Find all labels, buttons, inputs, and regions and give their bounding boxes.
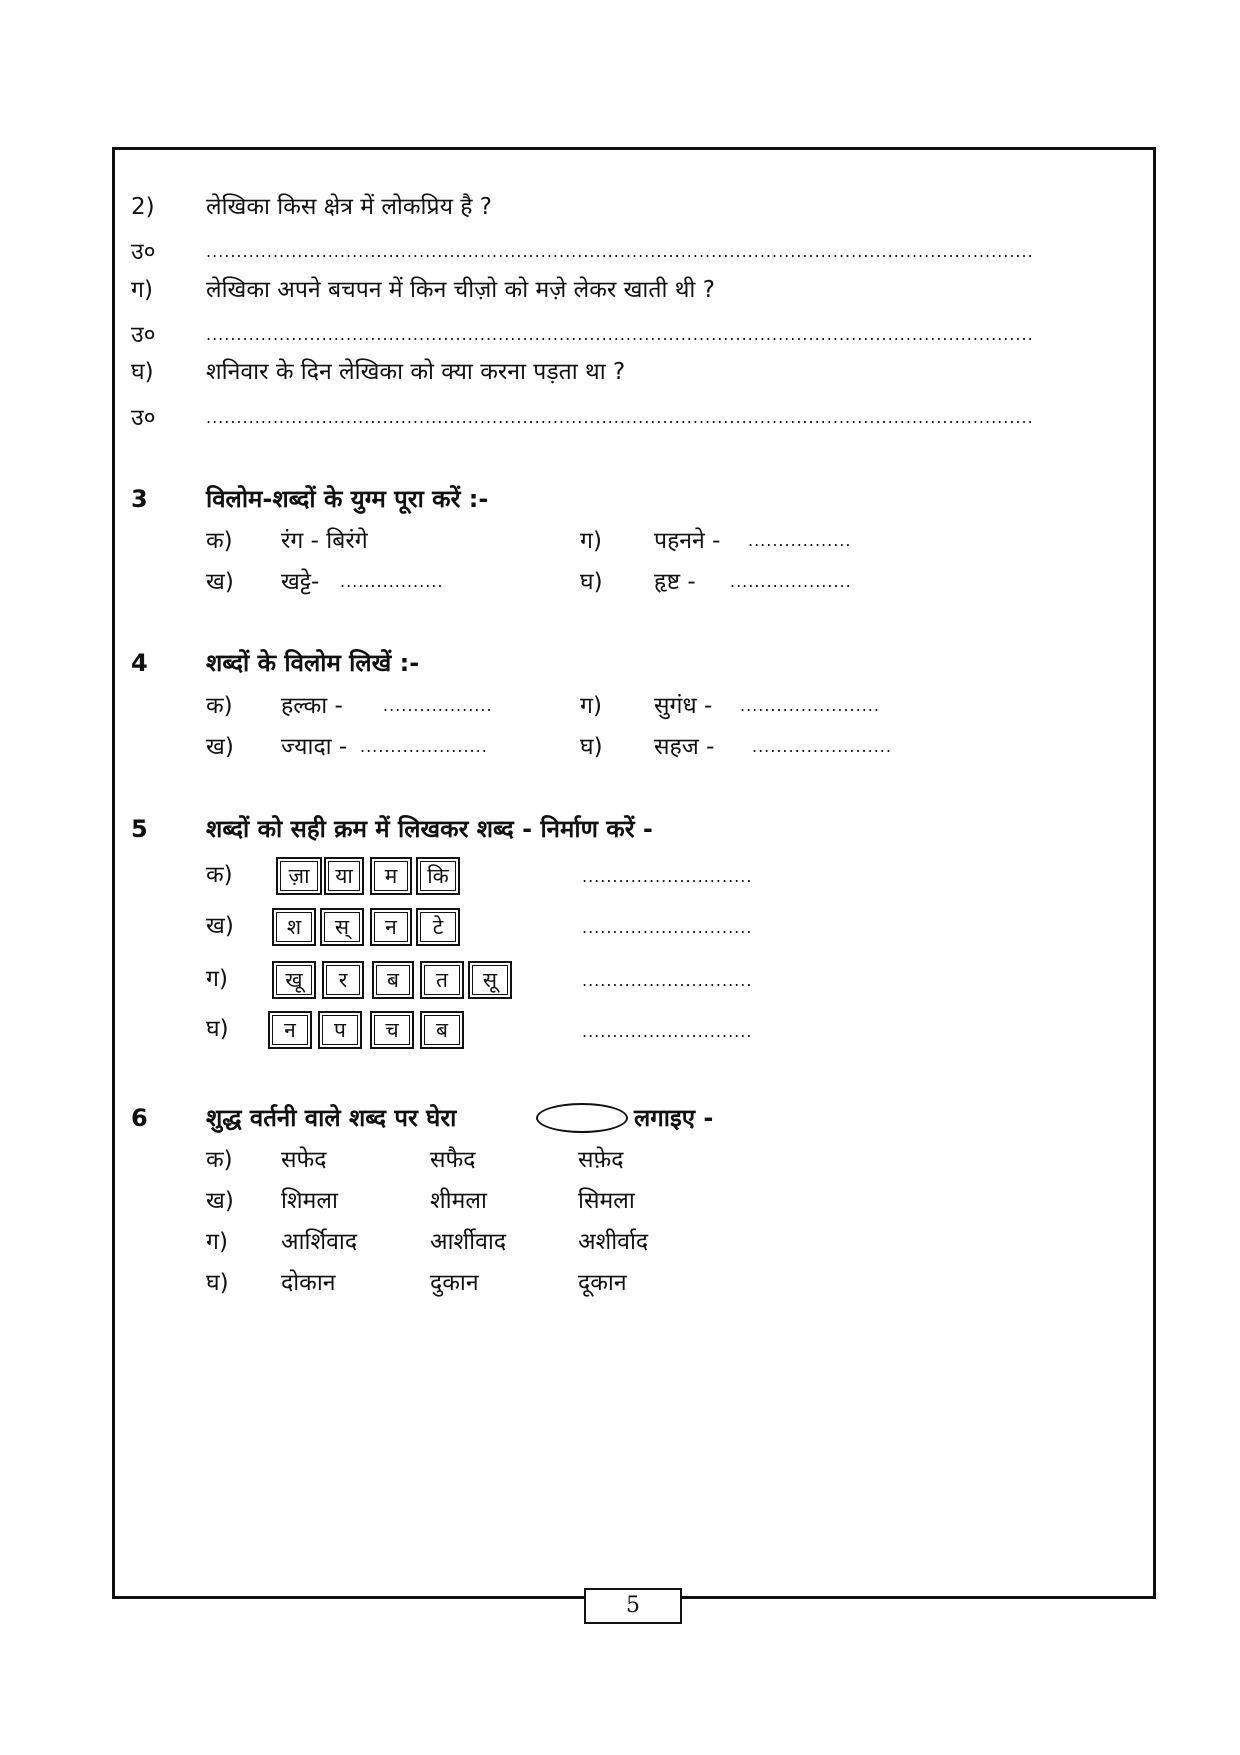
q3-row1-blank-2[interactable]: ................. (748, 531, 852, 550)
q2-question-1: लेखिका किस क्षेत्र में लोकप्रिय है ? (206, 194, 492, 220)
q3-number: 3 (131, 485, 148, 513)
q5-row4-letter-box: ब (420, 1011, 464, 1049)
q4-title: शब्दों के विलोम लिखें :- (206, 649, 420, 677)
q5-row3-answer-line[interactable]: ............................ (582, 971, 753, 990)
q6-option[interactable]: सिमला (578, 1188, 635, 1214)
q2-label-3: घ) (131, 359, 154, 385)
q6-option[interactable]: दोकान (281, 1270, 336, 1296)
q4-row2-word-2: सहज - (654, 734, 715, 760)
q5-row1-answer-line[interactable]: ............................ (582, 867, 753, 886)
q6-row1-label: क) (206, 1147, 233, 1173)
q4-row2-label-2: घ) (580, 734, 603, 760)
q4-row1-word-2: सुगंध - (654, 693, 713, 719)
q6-row4-label: घ) (206, 1270, 229, 1296)
q5-row1-letter-box: कि (416, 857, 460, 895)
q5-row2-letter-box: न (370, 908, 412, 946)
q2-answer-line-3[interactable]: ........................................................................................................................................ (206, 408, 1034, 427)
q5-row4-answer-line[interactable]: ............................ (582, 1022, 753, 1041)
q5-number: 5 (131, 815, 148, 843)
q3-row2-word-2: हृष्ट - (654, 569, 696, 595)
q3-row1-label-1: क) (206, 528, 233, 554)
q4-row1-label-1: क) (206, 693, 233, 719)
q5-row2-letter-box: श (272, 908, 316, 946)
q5-row1-letter-box: म (370, 857, 412, 895)
q2-number: 2) (131, 194, 155, 220)
q4-row2-blank-1[interactable]: ..................... (360, 737, 488, 756)
q6-row3-label: ग) (206, 1229, 228, 1255)
q4-row2-label-1: ख) (206, 734, 234, 760)
q2-answer-prefix-1: उ० (131, 239, 156, 265)
q6-option[interactable]: सफ़ेद (578, 1147, 624, 1173)
q3-row2-label-1: ख) (206, 569, 234, 595)
q2-answer-prefix-2: उ० (131, 322, 156, 348)
q5-title: शब्दों को सही क्रम में लिखकर शब्द - निर्माण करें - (206, 815, 653, 843)
q5-row2-letter-box: टे (416, 908, 460, 946)
q4-row2-word-1: ज्यादा - (281, 734, 348, 760)
q2-question-3: शनिवार के दिन लेखिका को क्या करना पड़ता था ? (206, 359, 626, 385)
q6-title-after: लगाइए - (634, 1104, 714, 1132)
q3-title: विलोम-शब्दों के युग्म पूरा करें :- (206, 485, 489, 513)
q3-row2-label-2: घ) (580, 569, 603, 595)
q5-row4-label: घ) (206, 1016, 229, 1042)
q5-row4-letter-box: न (268, 1011, 312, 1049)
q5-row3-letter-box: ब (372, 961, 414, 999)
q5-row2-label: ख) (206, 913, 234, 939)
q2-label-2: ग) (131, 277, 153, 303)
q5-row3-letter-box: खू (272, 961, 316, 999)
q6-row2-label: ख) (206, 1188, 234, 1214)
q5-row2-answer-line[interactable]: ............................ (582, 918, 753, 937)
q3-row1-word-1: रंग - बिरंगे (281, 528, 368, 554)
q2-question-2: लेखिका अपने बचपन में किन चीज़ो को मज़े लेकर खाती थी ? (206, 277, 715, 303)
q6-option[interactable]: शिमला (281, 1188, 338, 1214)
q5-row4-letter-box: प (318, 1011, 362, 1049)
q4-row1-blank-2[interactable]: ....................... (740, 696, 880, 715)
q6-option[interactable]: आर्शीवाद (430, 1229, 507, 1255)
q3-row2-blank-2[interactable]: .................... (730, 572, 852, 591)
q3-row1-word-2: पहनने - (654, 528, 721, 554)
q6-option[interactable]: अशीर्वाद (578, 1229, 649, 1255)
q2-answer-line-2[interactable]: ........................................................................................................................................ (206, 325, 1034, 344)
q6-option[interactable]: आर्शिवाद (281, 1229, 358, 1255)
q5-row2-letter-box: स् (320, 908, 364, 946)
q6-option[interactable]: सफेद (281, 1147, 327, 1173)
q2-answer-prefix-3: उ० (131, 405, 156, 431)
page-number: 5 (584, 1588, 682, 1624)
q6-title-before: शुद्ध वर्तनी वाले शब्द पर घेरा (206, 1104, 457, 1132)
q4-row2-blank-2[interactable]: ....................... (752, 737, 892, 756)
q5-row1-label: क) (206, 862, 233, 888)
q5-row3-letter-box: र (322, 961, 364, 999)
q4-row1-blank-1[interactable]: .................. (383, 696, 493, 715)
q5-row3-letter-box: सू (468, 961, 512, 999)
q6-option[interactable]: दुकान (430, 1270, 479, 1296)
q5-row4-letter-box: च (370, 1011, 414, 1049)
q3-row1-label-2: ग) (580, 528, 602, 554)
q4-row1-word-1: हल्का - (281, 693, 343, 719)
q2-answer-line-1[interactable]: ........................................................................................................................................ (206, 242, 1034, 261)
q6-option[interactable]: शीमला (430, 1188, 487, 1214)
circle-shape-icon (536, 1103, 628, 1133)
q4-row1-label-2: ग) (580, 693, 602, 719)
q4-number: 4 (131, 649, 148, 677)
q5-row1-letter-box: ज़ा (276, 857, 322, 895)
q5-row3-letter-box: त (420, 961, 464, 999)
q6-option[interactable]: सफैद (430, 1147, 476, 1173)
q3-row2-blank-1[interactable]: ................. (340, 572, 444, 591)
q6-number: 6 (131, 1104, 148, 1132)
q3-row2-word-1: खट्टे- (281, 569, 320, 595)
q6-option[interactable]: दूकान (578, 1270, 627, 1296)
q5-row1-letter-box: या (324, 857, 364, 895)
q5-row3-label: ग) (206, 966, 228, 992)
